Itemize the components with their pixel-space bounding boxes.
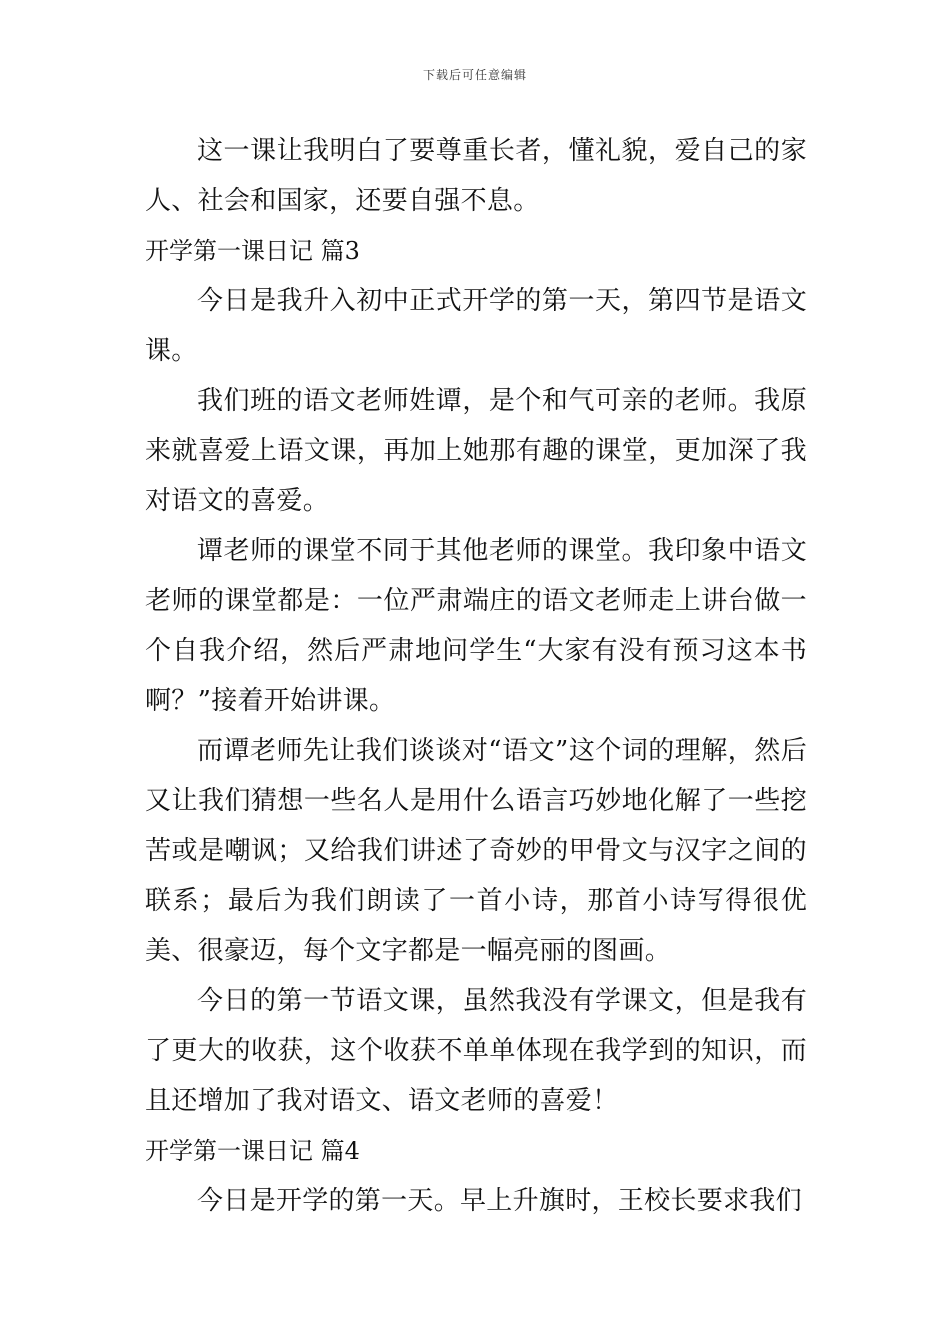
paragraph: 谭老师的课堂不同于其他老师的课堂。我印象中语文老师的课堂都是：一位严肃端庄的语文老师走上讲台做一个自我介绍，然后严肃地问学生“大家有没有预习这本书啊？”接着开始讲课。 [145, 536, 807, 716]
paragraph: 这一课让我明白了要尊重长者，懂礼貌，爱自己的家人、社会和国家，还要自强不息。 [145, 136, 807, 216]
paragraph: 而谭老师先让我们谈谈对“语文”这个词的理解，然后又让我们猜想一些名人是用什么语言巧妙地化解了一些挖苦或是嘲讽；又给我们讲述了奇妙的甲骨文与汉字之间的联系；最后为我们朗读了一首小诗，那首小诗写得很优美、很豪迈，每个文字都是一幅亮丽的图画。 [145, 736, 807, 966]
paragraph: 今日是我升入初中正式开学的第一天，第四节是语文课。 [145, 286, 807, 366]
paragraph: 今日的第一节语文课，虽然我没有学课文，但是我有了更大的收获，这个收获不单单体现在我学到的知识，而且还增加了我对语文、语文老师的喜爱！ [145, 986, 807, 1116]
section-heading: 开学第一课日记 篇4 [145, 1137, 360, 1165]
paragraph: 今日是开学的第一天。早上升旗时，王校长要求我们 [197, 1186, 802, 1216]
document-body [145, 126, 807, 1226]
section-heading: 开学第一课日记 篇3 [145, 237, 360, 265]
page-header: 下载后可任意编辑 [422, 68, 527, 82]
paragraph: 我们班的语文老师姓谭，是个和气可亲的老师。我原来就喜爱上语文课，再加上她那有趣的课堂，更加深了我对语文的喜爱。 [145, 386, 807, 516]
